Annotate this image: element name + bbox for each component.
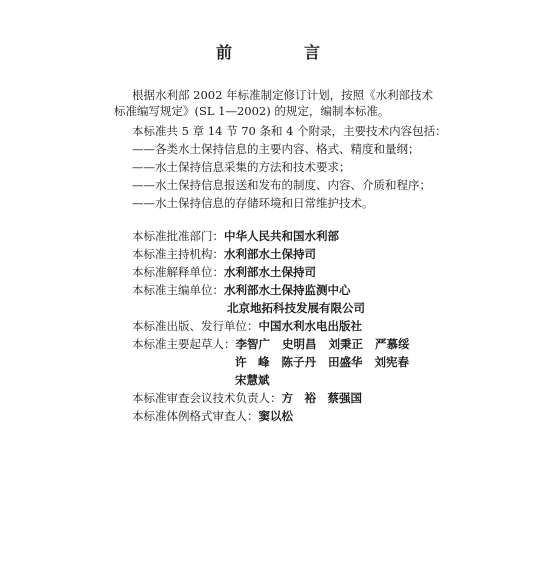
drafters-row-1 — [132, 337, 410, 351]
explain-value: 水利部水土保持司 — [224, 265, 316, 279]
content-item-4: ——水土保持信息的存储环境和日常维护技术。 — [132, 196, 374, 210]
page-title: 前 言 — [215, 43, 348, 62]
publisher-value: 中国水利水电出版社 — [258, 319, 362, 333]
drafter-name: 史明昌 — [282, 337, 317, 351]
review-row — [132, 391, 362, 405]
format-label: 本标准体例格式审查人： — [132, 409, 259, 423]
drafter-name: 宋慧斌 — [235, 373, 270, 387]
drafter-name: 许 峰 — [235, 355, 270, 369]
content-item-1: ——各类水土保持信息的主要内容、格式、精度和量纲； — [132, 142, 420, 156]
review-label: 本标准审查会议技术负责人： — [132, 391, 282, 405]
drafter-name: 严慕绥 — [375, 337, 410, 351]
host-row — [132, 247, 316, 261]
drafter-name: 刘秉正 — [328, 337, 363, 351]
editor-row — [132, 283, 351, 297]
drafter-name: 刘宪春 — [374, 355, 409, 369]
drafter-name: 陈子丹 — [281, 355, 316, 369]
format-value: 窦以松 — [258, 409, 293, 423]
content-item-2: ——水土保持信息采集的方法和技术要求； — [132, 160, 351, 174]
review-value: 方 裕 蔡强国 — [281, 391, 362, 405]
approve-value: 中华人民共和国水利部 — [224, 229, 339, 243]
explain-label: 本标准解释单位： — [132, 265, 224, 279]
approve-label: 本标准批准部门： — [132, 229, 224, 243]
editor-value-2: 北京地拓科技发展有限公司 — [227, 301, 365, 315]
drafter-name: 田盛华 — [328, 355, 363, 369]
host-label: 本标准主持机构： — [132, 247, 224, 261]
intro-line-3: 本标准共 5 章 14 节 70 条和 4 个附录，主要技术内容包括： — [132, 124, 447, 138]
drafters-row-3 — [235, 373, 270, 387]
drafters-label: 本标准主要起草人： — [132, 337, 236, 351]
intro-line-1: 根据水利部 2002 年标准制定修订计划，按照《水利部技术 — [132, 88, 434, 102]
format-row — [132, 409, 293, 423]
approve-row — [132, 229, 339, 243]
drafters-row-2 — [235, 355, 409, 369]
drafter-name: 李智广 — [235, 337, 270, 351]
editor-value-1: 水利部水土保持监测中心 — [224, 283, 351, 297]
editor-label: 本标准主编单位： — [132, 283, 224, 297]
publisher-row — [132, 319, 362, 333]
publisher-label: 本标准出版、发行单位： — [132, 319, 259, 333]
explain-row — [132, 265, 316, 279]
content-item-3: ——水土保持信息报送和发布的制度、内容、介质和程序； — [132, 178, 431, 192]
intro-line-2: 标准编写规定》(SL 1—2002) 的规定，编制本标准。 — [114, 104, 390, 118]
host-value: 水利部水土保持司 — [224, 247, 316, 261]
